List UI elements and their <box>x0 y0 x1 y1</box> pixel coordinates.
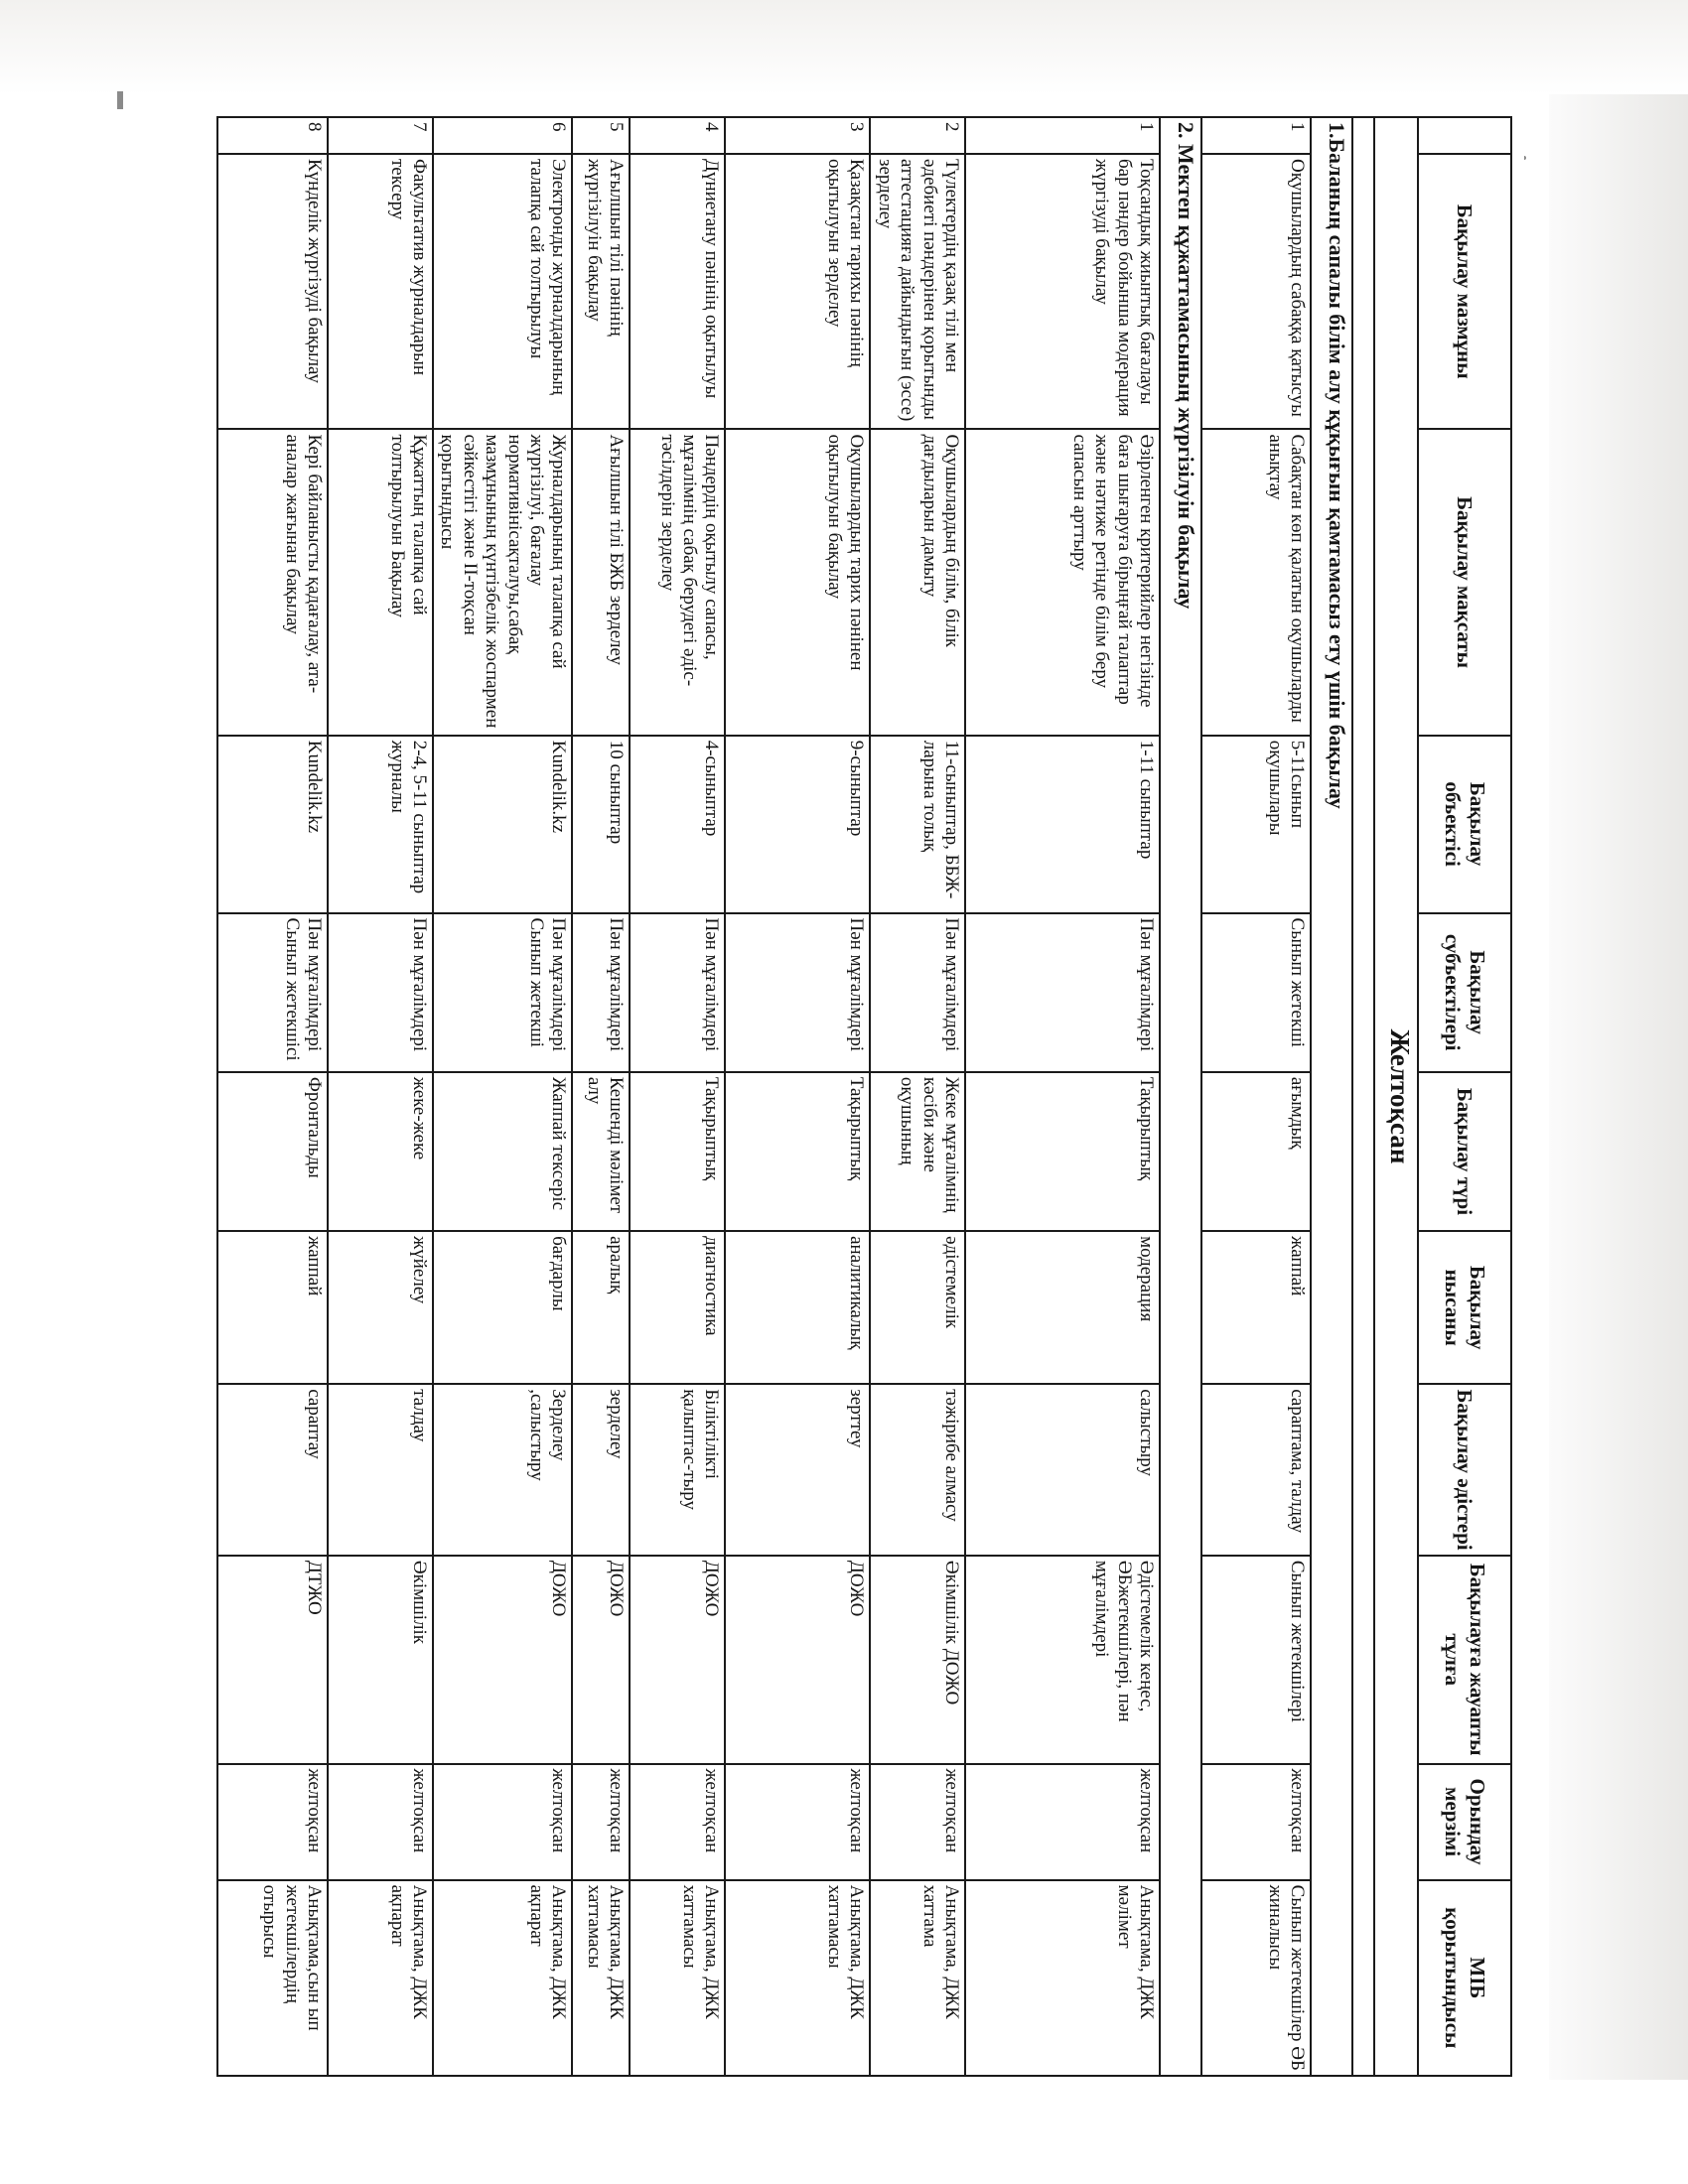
cell-deadline: желтоқсан <box>965 1764 1160 1880</box>
cell-responsible: Әдістемелік кеңес, ӘБжетекшілері, пән мұғалімдері <box>965 1556 1160 1764</box>
cell-deadline: желтоқсан <box>870 1764 965 1880</box>
cell-deadline: желтоқсан <box>217 1764 328 1880</box>
cell-goal: Әзірленген критерийлер негізінде баға шығаруға бірыңғай талаптар және нәтиже ретінде білім беру сапасын арттыру <box>965 429 1160 735</box>
cell-result: Анықтама, ДЖК мәлімет <box>965 1880 1160 2076</box>
header-object: Бақылау объектісі <box>1418 736 1511 913</box>
header-goal: Бақылау мақсаты <box>1418 429 1511 735</box>
blank-cell <box>1352 117 1374 2076</box>
month-title: Желтоқсан <box>1374 117 1418 2076</box>
cell-object: Kundelik.kz <box>217 736 328 913</box>
cell-object: 2-4, 5-11 сыныптар журналы <box>328 736 433 913</box>
cell-form: модерация <box>965 1231 1160 1384</box>
section-row <box>1311 117 1352 2076</box>
cell-responsible: Әкімшілік ДОЖО <box>870 1556 965 1764</box>
cell-subject: Пән мұғалімдері <box>965 913 1160 1072</box>
cell-result: Анықтама, ДЖК хаттамасы <box>572 1880 630 2076</box>
cell-responsible: ДОЖО <box>433 1556 572 1764</box>
cell-type: Тақырыптық <box>965 1072 1160 1231</box>
cell-responsible: Әкімшілік <box>328 1556 433 1764</box>
cell-type: Жаппай тексеріс <box>433 1072 572 1231</box>
cell-type: ағымдық <box>1201 1072 1311 1231</box>
row-number: 7 <box>328 117 433 154</box>
table-row <box>572 117 630 2076</box>
header-content: Бақылау мазмұны <box>1418 154 1511 429</box>
cell-methods: Зерделеу ,салыстыру <box>433 1384 572 1556</box>
page-background <box>0 0 1688 94</box>
header-form: Бақылау нысаны <box>1418 1231 1511 1384</box>
header-subject: Бақылау субъектілері <box>1418 913 1511 1072</box>
cell-result: Анықтама, ДЖК ақпарат <box>328 1880 433 2076</box>
cell-methods: зерттеу <box>725 1384 870 1556</box>
cell-methods: зерделеу <box>572 1384 630 1556</box>
header-result: МІБ қорытындысы <box>1418 1880 1511 2076</box>
table-row <box>870 117 965 2076</box>
cell-type: жеке-жеке <box>328 1072 433 1231</box>
cell-type: Фронтальды <box>217 1072 328 1231</box>
cell-goal: Сабақтан көп қалатын оқушыларды анықтау <box>1201 429 1311 735</box>
cell-methods: салыстыру <box>965 1384 1160 1556</box>
cell-subject: Пән мұғалімдері <box>725 913 870 1072</box>
cell-content: Қазақстан тарихы пәнінің оқытылуын зерделеу <box>725 154 870 429</box>
row-number: 5 <box>572 117 630 154</box>
header-responsible: Бақылауға жауапты тұлға <box>1418 1556 1511 1764</box>
cell-goal: Журналдарының талапқа сай жүргізілуі, бағалау нормативінісақталуы,сабақ мазмұнының күнтізбелік жоспармен сәйкестігі және II-тоқсан қорытындысы <box>433 429 572 735</box>
cell-object: 9-сыныптар <box>725 736 870 913</box>
cell-deadline: желтоқсан <box>1201 1764 1311 1880</box>
cell-deadline: желтоқсан <box>630 1764 725 1880</box>
cell-content: Ағылшын тілі пәнінің жүргізілуін бақылау <box>572 154 630 429</box>
cell-result: Анықтама, ДЖК хаттамасы <box>630 1880 725 2076</box>
month-row <box>1374 117 1418 2076</box>
cell-content: Факультатив журналдарын тексеру <box>328 154 433 429</box>
cell-subject: Сынып жетекші <box>1201 913 1311 1072</box>
cell-goal: Ағылшын тілі БЖБ зерделеу <box>572 429 630 735</box>
section-title-1: 1.Баланың сапалы білім алу құқығын қамтамасыз ету үшін бақылау <box>1311 117 1352 2076</box>
header-num <box>1418 117 1511 154</box>
cell-result: Анықтама, ДЖК хаттама <box>870 1880 965 2076</box>
cell-goal: Пәндердің оқытылу сапасы, мұғалімнің сабақ берудегі әдіс-тәсілдерін зерделеу <box>630 429 725 735</box>
header-methods: Бақылау әдістері <box>1418 1384 1511 1556</box>
cell-result: Анықтама,сын ып жетекшілердің отырысы <box>217 1880 328 2076</box>
cell-type: Тақырыптық <box>725 1072 870 1231</box>
cell-responsible: ДОЖО <box>630 1556 725 1764</box>
cell-result: Сынып жетекшілер ӘБ жиналысы <box>1201 1880 1311 2076</box>
rotated-content <box>134 111 1524 2097</box>
header-type: Бақылау түрі <box>1418 1072 1511 1231</box>
cell-form: аралық <box>572 1231 630 1384</box>
cell-deadline: желтоқсан <box>572 1764 630 1880</box>
cell-deadline: желтоқсан <box>433 1764 572 1880</box>
cell-form: аналитикалық <box>725 1231 870 1384</box>
table-row <box>433 117 572 2076</box>
page-edge <box>1549 94 1688 2080</box>
cell-content: Электронды журналдарының талапқа сай толтырылуы <box>433 154 572 429</box>
cell-object: 5-11сынып оқушылары <box>1201 736 1311 913</box>
cell-subject: Пән мұғалімдері <box>572 913 630 1072</box>
document-page <box>134 111 1524 2097</box>
cell-responsible: ДТЖО <box>217 1556 328 1764</box>
cell-responsible: ДОЖО <box>725 1556 870 1764</box>
table-row <box>1201 117 1311 2076</box>
cell-goal: Құжаттың талапқа сай толтырылуын Бақылау <box>328 429 433 735</box>
cell-methods: Біліктілікті қалыптас-тыру <box>630 1384 725 1556</box>
cell-object: Kundelik.kz <box>433 736 572 913</box>
cell-goal: Оқушылардың білім, білік дағдыларын дамыту <box>870 429 965 735</box>
header-row <box>1418 117 1511 2076</box>
table-row <box>217 117 328 2076</box>
cell-content: Дүниетану пәнінің оқытылуы <box>630 154 725 429</box>
table-row <box>725 117 870 2076</box>
cell-result: Анықтама, ДЖК ақпарат <box>433 1880 572 2076</box>
table-row <box>630 117 725 2076</box>
scan-mark <box>117 91 123 109</box>
cell-object: 1-11 сыныптар <box>965 736 1160 913</box>
cell-goal: Кері байланысты қадағалау, ата- аналар жағынан бақылау <box>217 429 328 735</box>
cell-result: Анықтама, ДЖК хаттамасы <box>725 1880 870 2076</box>
table-row <box>328 117 433 2076</box>
cell-methods: талдау <box>328 1384 433 1556</box>
control-plan-table <box>216 116 1512 2077</box>
cell-type: Жеке мұғалімнің кәсіби және оқушының <box>870 1072 965 1231</box>
cell-subject: Пән мұғалімдері <box>630 913 725 1072</box>
cell-form: жаппай <box>217 1231 328 1384</box>
cell-content: Түлектердің қазақ тілі мен әдебиеті пәндерінен қорытынды аттестацияға дайындығын (эссе) зерделеу <box>870 154 965 429</box>
cell-methods: сараптама, талдау <box>1201 1384 1311 1556</box>
cell-goal: Оқушылардың тарих пәнінен оқытылуын бақылау <box>725 429 870 735</box>
cell-form: бағдарлы <box>433 1231 572 1384</box>
cell-form: жүйелеу <box>328 1231 433 1384</box>
cell-object: 11-сыныптар, ББЖ-ларына толық <box>870 736 965 913</box>
cell-form: әдістемелік <box>870 1231 965 1384</box>
row-number: 4 <box>630 117 725 154</box>
row-number: 3 <box>725 117 870 154</box>
row-number: 6 <box>433 117 572 154</box>
blank-row <box>1352 117 1374 2076</box>
cell-type: Тақырыптық <box>630 1072 725 1231</box>
row-number: 8 <box>217 117 328 154</box>
cell-object: 10 сыныптар <box>572 736 630 913</box>
cell-subject: Пән мұғалімдері Сынып жетекші <box>433 913 572 1072</box>
cell-deadline: желтоқсан <box>725 1764 870 1880</box>
header-deadline: Орындау мерзімі <box>1418 1764 1511 1880</box>
section-row <box>1160 117 1201 2076</box>
cell-type: Кешенді мәлімет алу <box>572 1072 630 1231</box>
cell-methods: сараптау <box>217 1384 328 1556</box>
cell-object: 4-сыныптар <box>630 736 725 913</box>
row-number: 1 <box>965 117 1160 154</box>
cell-form: диагностика <box>630 1231 725 1384</box>
cell-responsible: ДОЖО <box>572 1556 630 1764</box>
row-number: 1 <box>1201 117 1311 154</box>
cell-responsible: Сынып жетекшілері <box>1201 1556 1311 1764</box>
cell-methods: тәжірибе алмасу <box>870 1384 965 1556</box>
cell-content: Күнделік жүргізуді бақылау <box>217 154 328 429</box>
cell-subject: Пән мұғалімдері Сынып жетекшісі <box>217 913 328 1072</box>
cell-subject: Пән мұғалімдері <box>870 913 965 1072</box>
cell-subject: Пән мұғалімдері <box>328 913 433 1072</box>
table-row <box>965 117 1160 2076</box>
cell-content: Тоқсандық жиынтық бағалауы бар пәндер бойынша модерация жүргізуді бақылау <box>965 154 1160 429</box>
cell-content: Оқушылардың сабаққа қатысуы <box>1201 154 1311 429</box>
section-title-2: 2. Мектеп құжаттамасының жүргізілуін бақылау <box>1160 117 1201 2076</box>
cell-deadline: желтоқсан <box>328 1764 433 1880</box>
cell-form: жаппай <box>1201 1231 1311 1384</box>
row-number: 2 <box>870 117 965 154</box>
